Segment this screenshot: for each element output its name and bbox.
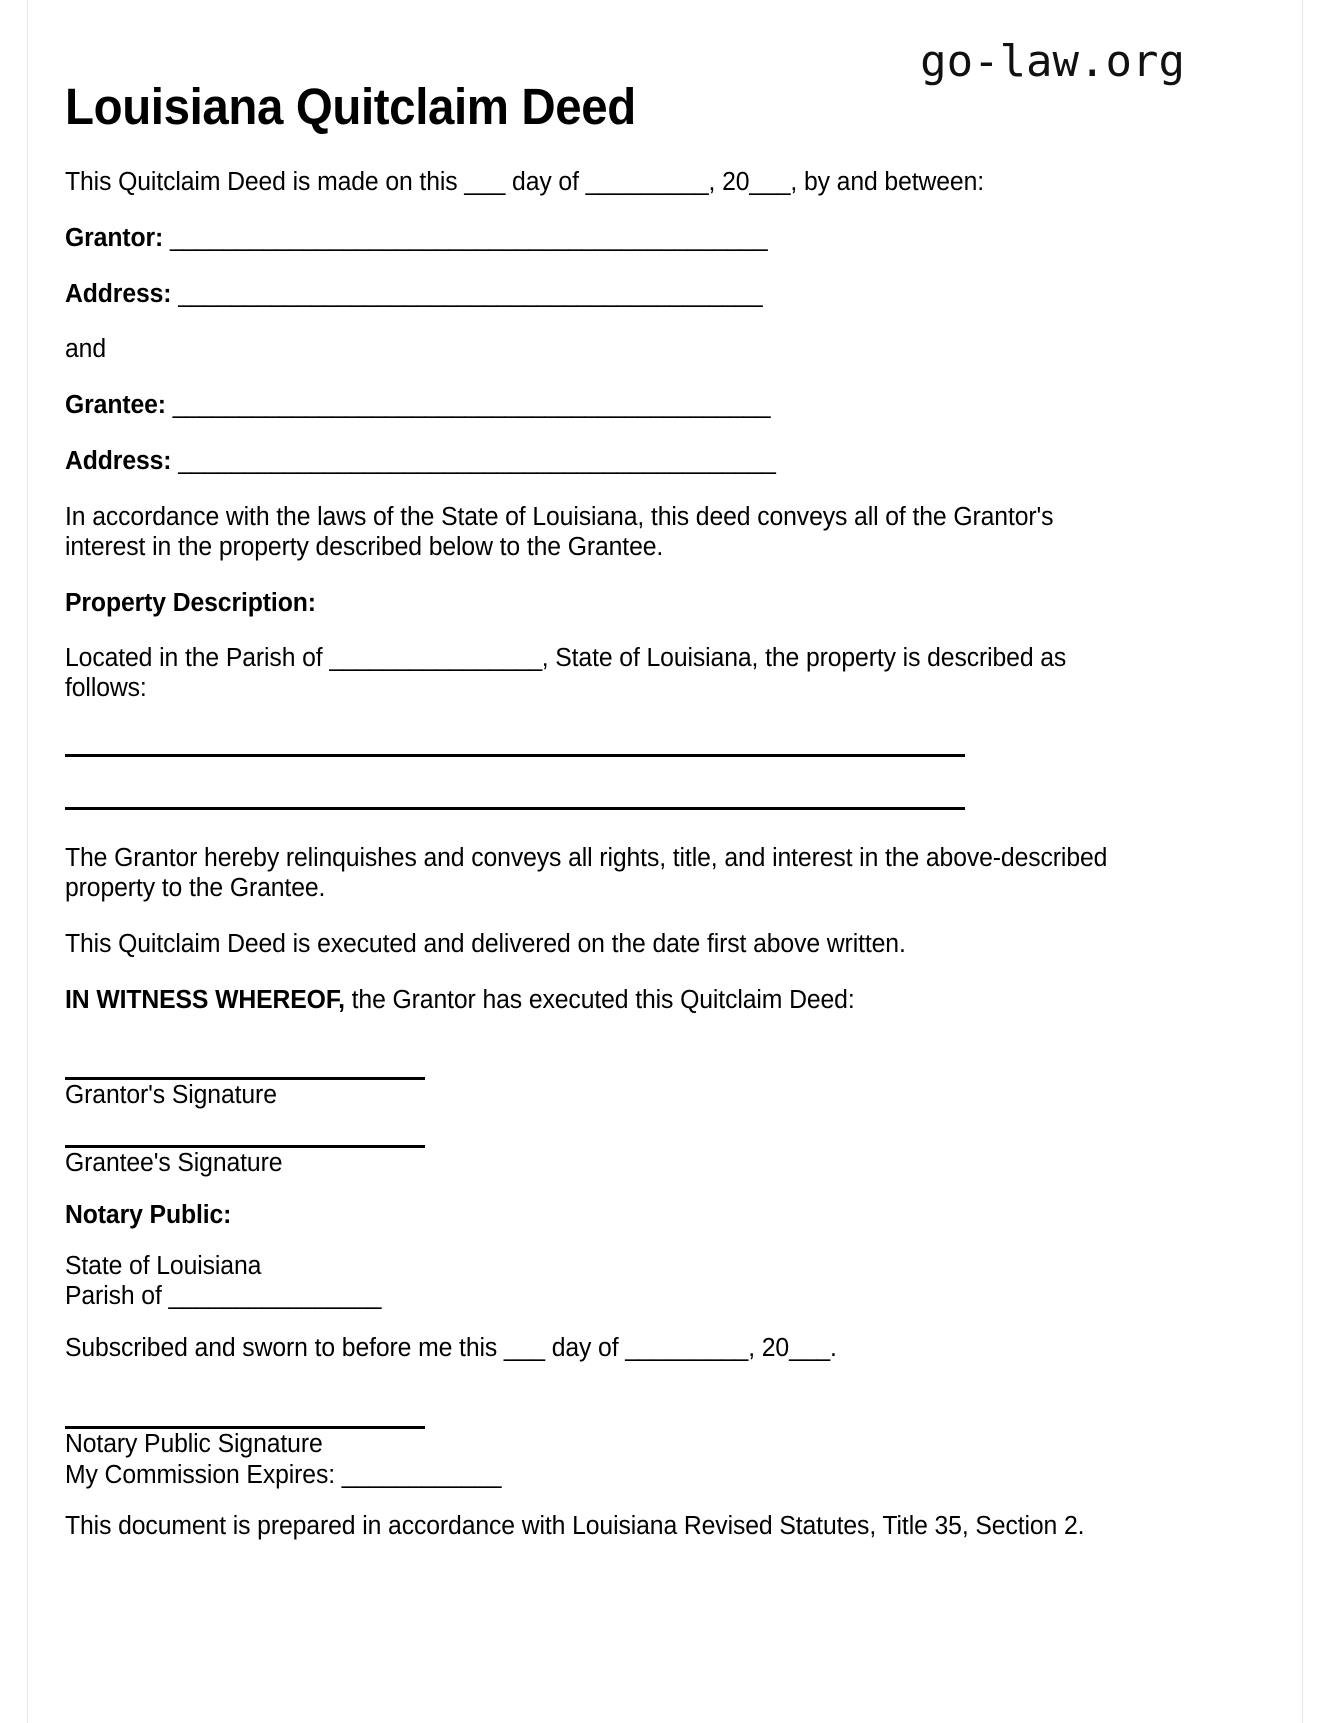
grantee-label: Grantee:	[65, 391, 166, 420]
property-description-heading: Property Description:	[65, 588, 316, 617]
spacer-between-signatures	[65, 1111, 1155, 1145]
grantee-input-blank[interactable]: _____________________________________________	[172, 391, 770, 420]
spacer-before-notary-signature	[65, 1364, 1155, 1426]
conveyance-paragraph: In accordance with the laws of the State of Louisiana, this deed conveys all of the Grantor's interest in the property described below to the Grantee.	[65, 502, 1054, 561]
site-logo-text: go-law.org	[920, 36, 1185, 87]
commission-expires-input-blank[interactable]: ____________	[341, 1460, 502, 1489]
grantor-signature-caption: Grantor's Signature	[65, 1081, 277, 1110]
parish-line-suffix: , State of Louisiana, the property is described as follows:	[65, 644, 1067, 703]
spacer-before-grantor-signature	[65, 1015, 1155, 1077]
and-connector: and	[65, 335, 106, 364]
document-body	[65, 168, 1155, 1542]
subscribed-sworn-line: Subscribed and sworn to before me this ___ day of _________, 20___.	[65, 1334, 837, 1363]
witness-bold-lead: IN WITNESS WHEREOF,	[65, 985, 345, 1014]
grantee-signature-caption: Grantee's Signature	[65, 1149, 283, 1178]
grantor-address-label: Address:	[65, 279, 172, 308]
parish-input-blank[interactable]: ________________	[329, 644, 542, 673]
notary-public-heading: Notary Public:	[65, 1200, 232, 1229]
page-edge-right-rule	[1302, 0, 1303, 1723]
notary-state-line: State of Louisiana	[65, 1252, 262, 1281]
relinquish-paragraph: The Grantor hereby relinquishes and conveys all rights, title, and interest in the above-described property to the Grantee.	[65, 844, 1108, 902]
grantor-field-line	[65, 224, 1122, 254]
grantee-address-field-line	[65, 447, 1122, 477]
spacer-after-notary-heading	[65, 1230, 1155, 1252]
notary-parish-prefix: Parish of	[65, 1282, 169, 1311]
notary-parish-line	[65, 1282, 1122, 1312]
statute-reference-paragraph: This document is prepared in accordance with Louisiana Revised Statutes, Title 35, Section 2.	[65, 1512, 1085, 1541]
grantor-label: Grantor:	[65, 223, 164, 252]
commission-expires-label: My Commission Expires:	[65, 1460, 342, 1489]
notary-signature-caption: Notary Public Signature	[65, 1429, 323, 1458]
page-title: Louisiana Quitclaim Deed	[65, 78, 636, 135]
grantor-address-field-line	[65, 280, 1122, 310]
witness-remainder: the Grantor has executed this Quitclaim Deed:	[344, 985, 855, 1014]
grantee-address-input-blank[interactable]: _____________________________________________	[178, 447, 776, 476]
grantor-input-blank[interactable]: _____________________________________________	[169, 223, 768, 252]
grantee-address-label: Address:	[65, 447, 172, 476]
parish-line-prefix: Located in the Parish of	[65, 644, 330, 673]
spacer-after-description-rules	[65, 810, 1155, 844]
grantee-field-line	[65, 391, 1122, 421]
spacer-between-description-rules	[65, 757, 1155, 807]
intro-paragraph: This Quitclaim Deed is made on this ___ day of _________, 20___, by and between:	[65, 168, 985, 196]
notary-parish-input-blank[interactable]: ________________	[168, 1282, 381, 1311]
spacer-before-subscribed	[65, 1312, 1155, 1334]
page-edge-left-rule	[27, 0, 28, 1723]
spacer-before-description-rules	[65, 704, 1155, 754]
parish-location-line	[65, 644, 1122, 704]
grantor-address-input-blank[interactable]: ____________________________________________	[178, 279, 763, 308]
execution-paragraph: This Quitclaim Deed is executed and delivered on the date first above written.	[65, 929, 906, 958]
commission-expires-line	[65, 1460, 1122, 1491]
spacer-before-statute	[65, 1490, 1155, 1512]
witness-paragraph	[65, 986, 1122, 1016]
spacer-before-notary-heading	[65, 1179, 1155, 1201]
